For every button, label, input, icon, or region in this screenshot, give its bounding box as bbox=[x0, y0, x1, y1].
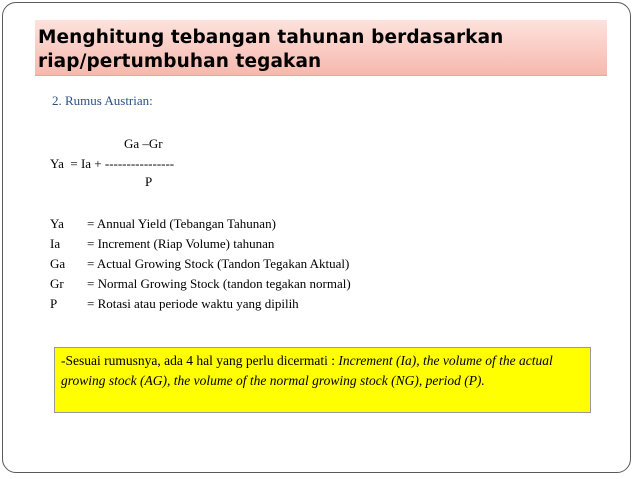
definition-text: = Increment (Riap Volume) tahunan bbox=[87, 236, 275, 251]
title-line-2: riap/pertumbuhan tegakan bbox=[38, 51, 322, 72]
note-intro: -Sesuai rumusnya, ada 4 hal yang perlu dicermati : bbox=[61, 353, 339, 368]
slide-title bbox=[35, 20, 607, 76]
definition-row bbox=[50, 254, 351, 274]
definition-row bbox=[50, 214, 351, 234]
definition-symbol: Gr bbox=[50, 276, 64, 291]
definitions-list bbox=[50, 214, 351, 314]
definition-symbol: Ya bbox=[50, 216, 64, 231]
definition-row bbox=[50, 274, 351, 294]
highlight-note bbox=[54, 347, 591, 413]
formula-numerator: Ga –Gr bbox=[124, 136, 163, 151]
definition-symbol: Ga bbox=[50, 256, 66, 271]
definition-row bbox=[50, 294, 351, 314]
definition-row bbox=[50, 234, 351, 254]
definition-text: = Rotasi atau periode waktu yang dipilih bbox=[87, 296, 299, 311]
title-line-1: Menghitung tebangan tahunan berdasarkan bbox=[38, 27, 504, 48]
definition-text: = Actual Growing Stock (Tandon Tegakan Aktual) bbox=[87, 256, 350, 271]
formula-subtitle: 2. Rumus Austrian: bbox=[52, 93, 153, 108]
formula-main-line: Ya = Ia + ---------------- bbox=[50, 156, 175, 171]
definition-text: = Normal Growing Stock (tandon tegakan normal) bbox=[87, 276, 351, 291]
definition-symbol: P bbox=[50, 296, 58, 311]
formula-denominator: P bbox=[145, 174, 153, 189]
note-emphasis: Increment (Ia), the volume of the actual growing stock (AG), the volume of the normal growing stock (NG), period (P). bbox=[61, 353, 553, 388]
definition-symbol: Ia bbox=[50, 236, 61, 251]
definition-text: = Annual Yield (Tebangan Tahunan) bbox=[87, 216, 276, 231]
